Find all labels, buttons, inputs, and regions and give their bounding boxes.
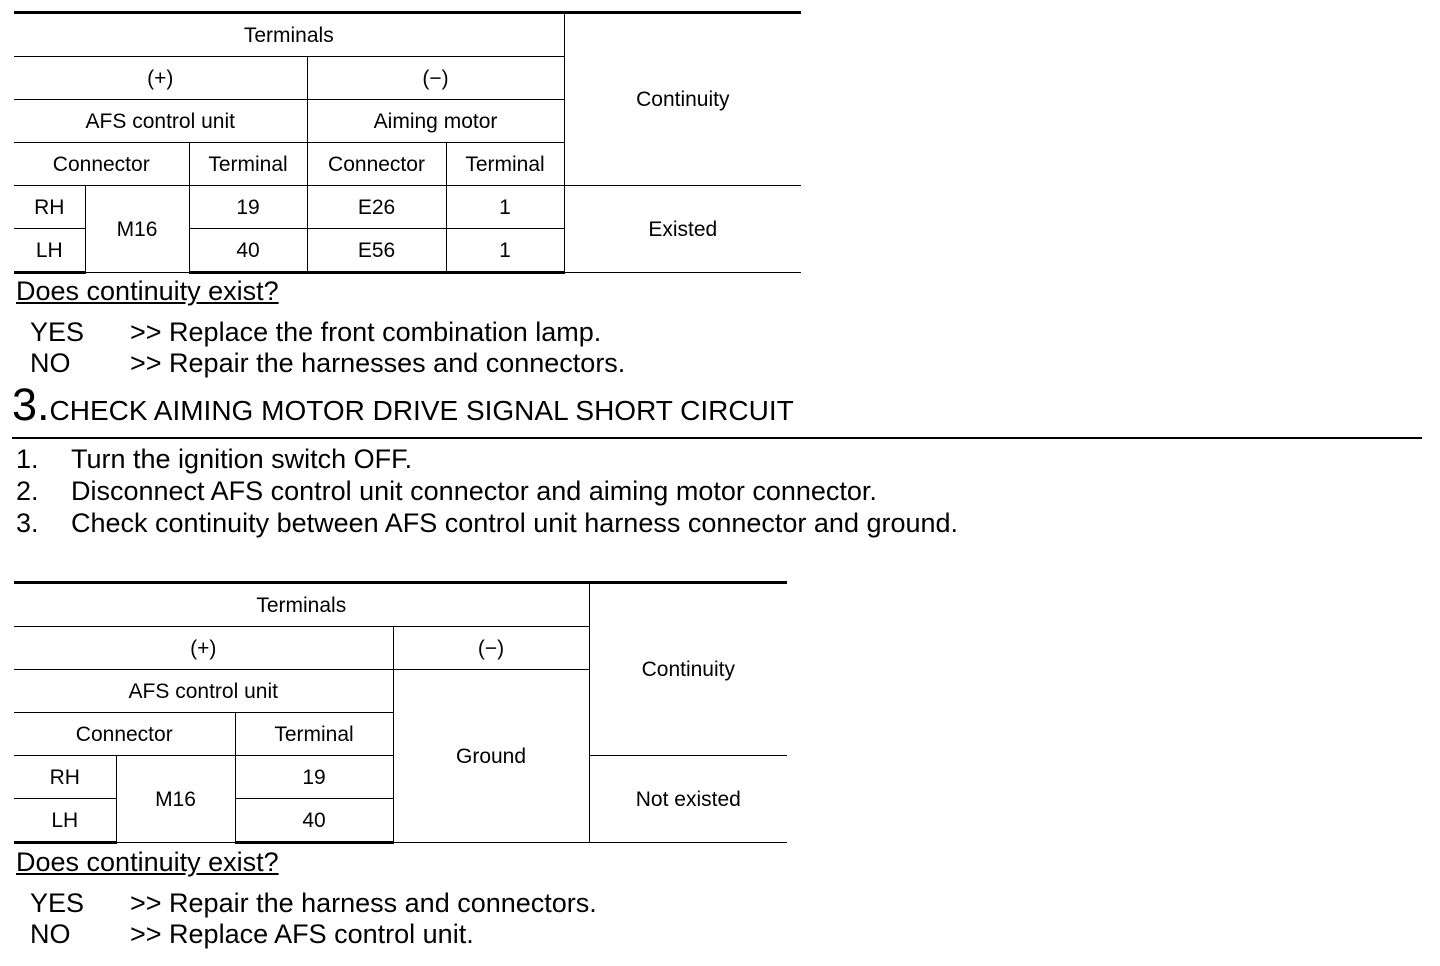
plus-header: (+) bbox=[14, 627, 393, 670]
plus-connector-cell: M16 bbox=[116, 756, 235, 843]
list-text: Disconnect AFS control unit connector and aiming motor connector. bbox=[71, 476, 877, 506]
yes-key: YES bbox=[30, 888, 85, 918]
list-number: 3. bbox=[16, 508, 39, 538]
step-number: 3. bbox=[12, 379, 50, 430]
continuity-question: Does continuity exist? bbox=[16, 276, 279, 306]
continuity-question: Does continuity exist? bbox=[16, 847, 279, 877]
yes-answer bbox=[30, 890, 597, 917]
list-text: Check continuity between AFS control unit harness connector and ground. bbox=[71, 508, 959, 538]
ground-cell: Ground bbox=[393, 670, 589, 843]
plus-connector-cell: M16 bbox=[85, 186, 189, 273]
connector-header: Connector bbox=[307, 143, 446, 186]
list-item bbox=[16, 478, 877, 505]
minus-connector-cell: E26 bbox=[307, 186, 446, 229]
section-divider bbox=[12, 437, 1422, 439]
no-text: >> Repair the harnesses and connectors. bbox=[130, 348, 626, 378]
continuity-header: Continuity bbox=[589, 583, 787, 756]
result-cell: Existed bbox=[564, 186, 801, 273]
plus-terminal-cell: 40 bbox=[189, 229, 307, 273]
no-answer bbox=[30, 921, 474, 948]
plus-terminal-cell: 19 bbox=[235, 756, 393, 799]
connector-header: Connector bbox=[14, 713, 235, 756]
terminals-header: Terminals bbox=[14, 583, 589, 627]
yes-text: >> Replace the front combination lamp. bbox=[130, 317, 602, 347]
minus-device: Aiming motor bbox=[307, 100, 564, 143]
minus-connector-cell: E56 bbox=[307, 229, 446, 273]
step-heading bbox=[12, 379, 794, 430]
minus-header: (−) bbox=[393, 627, 589, 670]
connector-header: Connector bbox=[14, 143, 189, 186]
list-item bbox=[16, 510, 958, 537]
side-cell: LH bbox=[14, 799, 116, 843]
no-text: >> Replace AFS control unit. bbox=[130, 919, 474, 949]
list-number: 1. bbox=[16, 444, 39, 474]
no-answer bbox=[30, 350, 625, 377]
side-cell: RH bbox=[14, 186, 85, 229]
plus-device: AFS control unit bbox=[14, 670, 393, 713]
side-cell: RH bbox=[14, 756, 116, 799]
continuity-table-2 bbox=[14, 581, 787, 844]
yes-text: >> Repair the harness and connectors. bbox=[130, 888, 597, 918]
list-number: 2. bbox=[16, 476, 39, 506]
yes-key: YES bbox=[30, 317, 85, 347]
continuity-table-1 bbox=[14, 11, 801, 274]
side-cell: LH bbox=[14, 229, 85, 273]
step-title: CHECK AIMING MOTOR DRIVE SIGNAL SHORT CIRCUIT bbox=[49, 395, 794, 426]
result-cell: Not existed bbox=[589, 756, 787, 843]
no-key: NO bbox=[30, 348, 71, 378]
continuity-header: Continuity bbox=[564, 13, 801, 186]
minus-header: (−) bbox=[307, 57, 564, 100]
list-text: Turn the ignition switch OFF. bbox=[71, 444, 413, 474]
plus-terminal-cell: 19 bbox=[189, 186, 307, 229]
terminal-header: Terminal bbox=[235, 713, 393, 756]
terminal-header: Terminal bbox=[446, 143, 564, 186]
minus-terminal-cell: 1 bbox=[446, 229, 564, 273]
plus-device: AFS control unit bbox=[14, 100, 307, 143]
terminals-header: Terminals bbox=[14, 13, 564, 57]
minus-terminal-cell: 1 bbox=[446, 186, 564, 229]
no-key: NO bbox=[30, 919, 71, 949]
plus-terminal-cell: 40 bbox=[235, 799, 393, 843]
terminal-header: Terminal bbox=[189, 143, 307, 186]
yes-answer bbox=[30, 319, 601, 346]
plus-header: (+) bbox=[14, 57, 307, 100]
list-item bbox=[16, 446, 412, 473]
table-row bbox=[14, 186, 801, 229]
